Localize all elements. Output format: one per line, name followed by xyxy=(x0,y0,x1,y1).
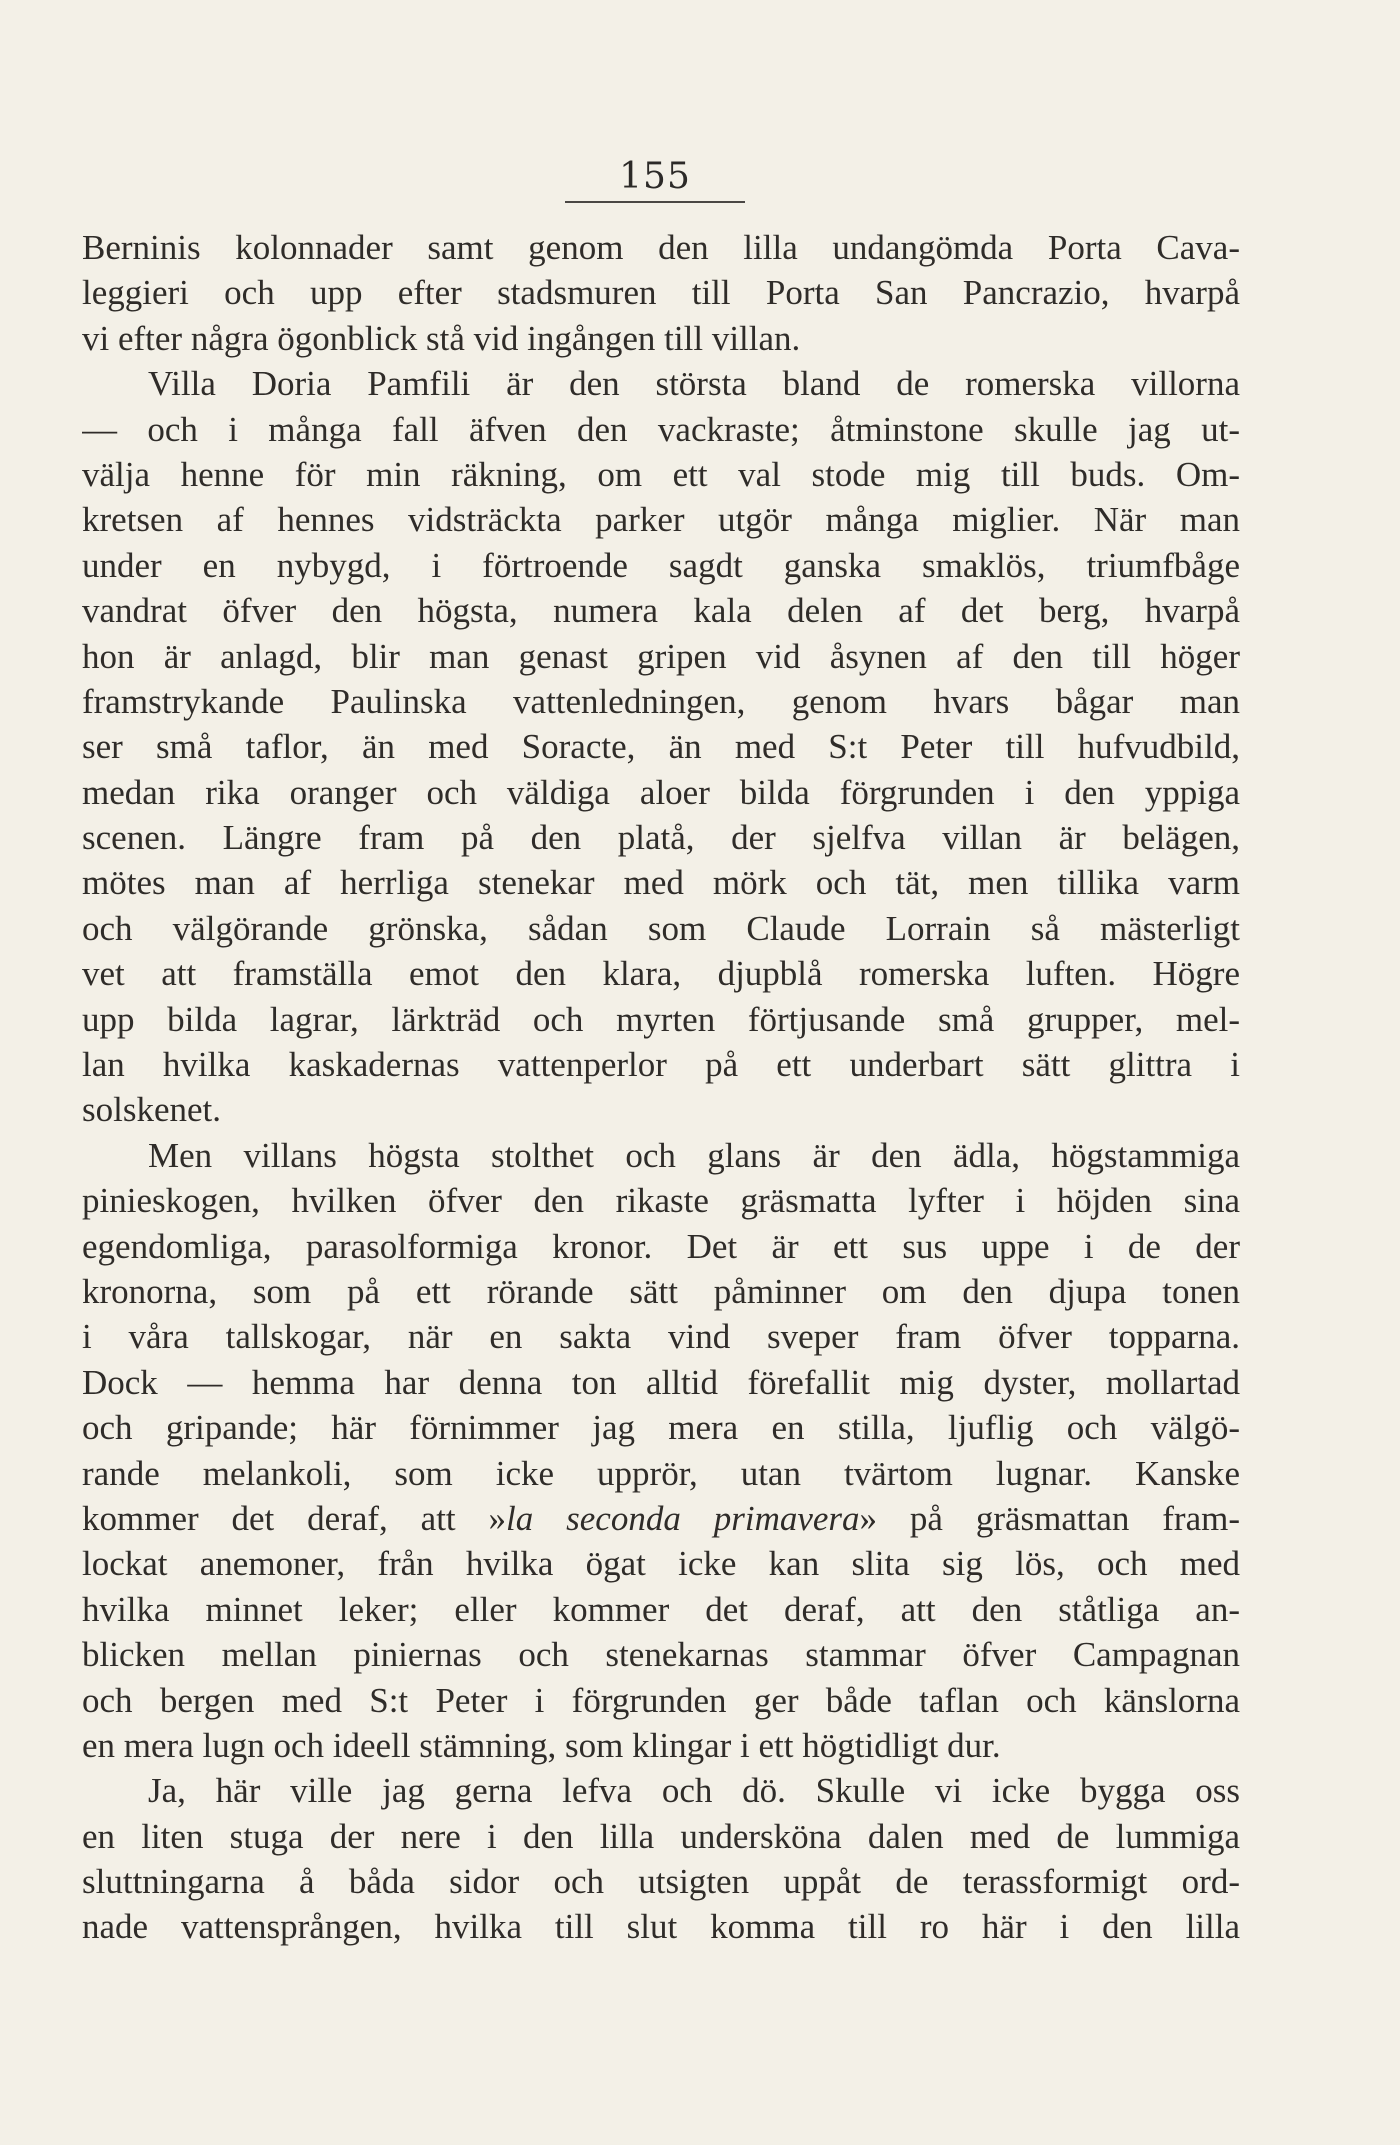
text-line: rande melankoli, som icke upprör, utan tvärtom lugnar. Kanske xyxy=(82,1453,1240,1493)
text-line: egendomliga, parasolformiga kronor. Det är ett sus uppe i de der xyxy=(82,1226,1240,1266)
text-line: hvilka minnet leker; eller kommer det deraf, att den ståtliga an- xyxy=(82,1589,1240,1629)
text-line: sluttningarna å båda sidor och utsigten uppåt de terassformigt ord- xyxy=(82,1862,1240,1902)
italic-phrase: la seconda primavera xyxy=(506,1498,860,1538)
text-line: Ja, här ville jag gerna lefva och dö. Skulle vi icke bygga oss xyxy=(148,1771,1240,1811)
text-line: leggieri och upp efter stadsmuren till Porta San Pancrazio, hvarpå xyxy=(82,273,1240,313)
text-line: och välgörande grönska, sådan som Claude Lorrain så mästerligt xyxy=(82,908,1240,948)
text-line: en liten stuga der nere i den lilla undersköna dalen med de lummiga xyxy=(82,1816,1240,1856)
text-line: vet att framställa emot den klara, djupblå romerska luften. Högre xyxy=(82,954,1240,994)
text-line: vandrat öfver den högsta, numera kala delen af det berg, hvarpå xyxy=(82,591,1240,631)
text-line: pinieskogen, hvilken öfver den rikaste gräsmatta lyfter i höjden sina xyxy=(82,1181,1240,1221)
text-line: hon är anlagd, blir man genast gripen vid åsynen af den till höger xyxy=(82,636,1240,676)
body-text xyxy=(82,225,1240,1950)
text-line: under en nybygd, i förtroende sagdt ganska smaklös, triumfbåge xyxy=(82,545,1240,585)
text-line: en mera lugn och ideell stämning, som klingar i ett högtidligt dur. xyxy=(82,1725,1001,1765)
text-line: Dock — hemma har denna ton alltid förefallit mig dyster, mollartad xyxy=(82,1362,1240,1402)
text-line: lockat anemoner, från hvilka ögat icke kan slita sig lös, och med xyxy=(82,1544,1240,1584)
text-line: och gripande; här förnimmer jag mera en stilla, ljuflig och välgö- xyxy=(82,1408,1240,1448)
text-line: lan hvilka kaskadernas vattenperlor på ett underbart sätt glittra i xyxy=(82,1045,1240,1085)
text-line: ser små taflor, än med Soracte, än med S:t Peter till hufvudbild, xyxy=(82,727,1240,767)
text-line: i våra tallskogar, när en sakta vind sveper fram öfver topparna. xyxy=(82,1317,1240,1357)
text-line: framstrykande Paulinska vattenledningen, genom hvars bågar man xyxy=(82,681,1240,721)
text-segment: kommer det deraf, att » xyxy=(82,1498,507,1538)
text-line: välja henne för min räkning, om ett val stode mig till buds. Om- xyxy=(82,454,1240,494)
text-line: solskenet. xyxy=(82,1090,222,1130)
text-line: nade vattensprången, hvilka till slut komma till ro här i den lilla xyxy=(82,1907,1240,1947)
text-segment: » på gräsmattan fram- xyxy=(859,1498,1240,1538)
text-line: Berninis kolonnader samt genom den lilla undangömda Porta Cava- xyxy=(82,228,1240,267)
text-line: och bergen med S:t Peter i förgrunden ger både taflan och känslorna xyxy=(82,1680,1240,1720)
text-line: — och i många fall äfven den vackraste; åtminstone skulle jag ut- xyxy=(82,409,1240,449)
text-line: Men villans högsta stolthet och glans är den ädla, högstammiga xyxy=(148,1135,1240,1175)
text-line: kretsen af hennes vidsträckta parker utgör många miglier. När man xyxy=(82,500,1240,540)
text-line: mötes man af herrliga stenekar med mörk och tät, men tillika varm xyxy=(82,863,1240,903)
text-line xyxy=(82,1496,1240,1541)
text-line: medan rika oranger och väldiga aloer bilda förgrunden i den yppiga xyxy=(82,772,1240,812)
page-number: 155 xyxy=(565,156,745,203)
text-line: vi efter några ögonblick stå vid ingången till villan. xyxy=(82,318,801,358)
text-line: blicken mellan piniernas och stenekarnas stammar öfver Campagnan xyxy=(82,1635,1240,1675)
text-line: upp bilda lagrar, lärkträd och myrten förtjusande små grupper, mel- xyxy=(82,999,1240,1039)
text-line: scenen. Längre fram på den platå, der sjelfva villan är belägen, xyxy=(82,818,1240,858)
text-line: Villa Doria Pamfili är den största bland de romerska villorna xyxy=(148,364,1240,404)
text-line: kronorna, som på ett rörande sätt påminner om den djupa tonen xyxy=(82,1271,1240,1311)
